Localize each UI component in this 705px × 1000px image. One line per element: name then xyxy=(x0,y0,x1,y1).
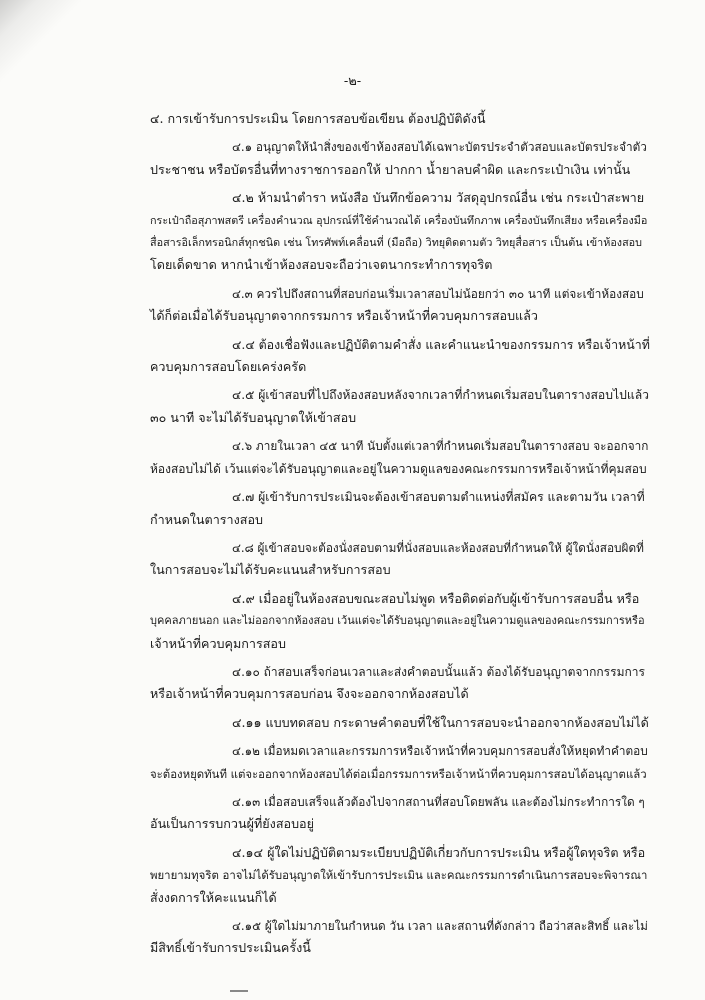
rule-item-first-line: ๔.๘ ผู้เข้าสอบจะต้องนั่งสอบตามที่นั่งสอบและห้องสอบที่กำหนดให้ ผู้ใดนั่งสอบผิดที่ xyxy=(232,540,644,555)
rule-item xyxy=(150,136,650,181)
rule-item-first-line: ๔.๖ ภายในเวลา ๔๕ นาที นับตั้งแต่เวลาที่กำหนดเริ่มสอบในตารางสอบ จะออกจาก xyxy=(232,439,649,454)
rule-item xyxy=(150,334,650,379)
rule-item-first-line: ๔.๔ ต้องเชื่อฟังและปฏิบัติตามคำสั่ง และคำแนะนำของกรรมการ หรือเจ้าหน้าที่ xyxy=(232,336,650,352)
rule-item-first-line: ๔.๒ ห้ามนำตำรา หนังสือ บันทึกข้อความ วัสดุอุปกรณ์อื่น เช่น กระเป๋าสะพาย xyxy=(232,190,645,206)
rule-item-first-line: ๔.๑๑ แบบทดสอบ กระดาษคำตอบที่ใช้ในการสอบจะนำออกจากห้องสอบไม่ได้ xyxy=(232,714,649,730)
rule-item-line: จะต้องหยุดทันที แต่จะออกจากห้องสอบได้ต่อเมื่อกรรมการหรือเจ้าหน้าที่ควบคุมการสอบได้อนุญาตแล้ว xyxy=(150,766,647,781)
rule-item xyxy=(150,435,650,480)
rule-item-line: โดยเด็ดขาด หากนำเข้าห้องสอบจะถือว่าเจตนากระทำการทุจริต xyxy=(150,257,493,273)
rule-item-first-line: ๔.๗ ผู้เข้ารับการประเมินจะต้องเข้าสอบตามตำแหน่งที่สมัคร และตามวัน เวลาที่ xyxy=(232,490,645,505)
document-body xyxy=(150,108,650,966)
rule-item-line: สั่งงดการให้คะแนนก็ได้ xyxy=(150,889,277,905)
rule-item xyxy=(150,842,650,909)
rule-item-first-line: ๔.๑๔ ผู้ใดไม่ปฏิบัติตามระเบียบปฏิบัติเกี่ยวกับการประเมิน หรือผู้ใดทุจริต หรือ xyxy=(232,844,646,860)
rule-item-line: กระเป๋าถือสุภาพสตรี เครื่องคำนวณ อุปกรณ์ที่ใช้คำนวณได้ เครื่องบันทึกภาพ เครื่องบันทึกเสียง หรือเครื่องมือ xyxy=(150,213,648,227)
rule-item-line: มีสิทธิ์เข้ารับการประเมินครั้งนี้ xyxy=(150,940,311,956)
rule-item-line: ในการสอบจะไม่ได้รับคะแนนสำหรับการสอบ xyxy=(150,562,391,578)
rule-item xyxy=(150,384,650,429)
scan-mark xyxy=(230,990,248,992)
rule-item-first-line: ๔.๑๒ เมื่อหมดเวลาและกรรมการหรือเจ้าหน้าที่ควบคุมการสอบสั่งให้หยุดทำคำตอบ xyxy=(232,744,648,759)
rule-item-first-line: ๔.๕ ผู้เข้าสอบที่ไปถึงห้องสอบหลังจากเวลาที่กำหนดเริ่มสอบในตารางสอบไปแล้ว xyxy=(232,388,650,403)
rule-item xyxy=(150,712,650,734)
rule-item-line: เจ้าหน้าที่ควบคุมการสอบ xyxy=(150,635,286,651)
rule-item-line: บุคคลภายนอก และไม่ออกจากห้องสอบ เว้นแต่จะได้รับอนุญาตและอยู่ในความดูแลของคณะกรรมการหรือ xyxy=(150,614,645,628)
rule-item-first-line: ๔.๑๐ ถ้าสอบเสร็จก่อนเวลาและส่งคำตอบนั้นแล้ว ต้องได้รับอนุญาตจากกรรมการ xyxy=(232,664,645,679)
rule-item-line: ควบคุมการสอบโดยเคร่งครัด xyxy=(150,359,307,375)
rule-item xyxy=(150,283,650,328)
rule-item xyxy=(150,661,650,706)
rule-item-line: อันเป็นการรบกวนผู้ที่ยังสอบอยู่ xyxy=(150,816,315,832)
rule-item-first-line: ๔.๓ ควรไปถึงสถานที่สอบก่อนเริ่มเวลาสอบไม่น้อยกว่า ๓๐ นาที แต่จะเข้าห้องสอบ xyxy=(232,286,644,301)
rule-item-line: สื่อสารอิเล็กทรอนิกส์ทุกชนิด เช่น โทรศัพท์เคลื่อนที่ (มือถือ) วิทยุติดตามตัว วิทยุสื่อสาร เป็นต้น เข้าห้องสอบ xyxy=(150,236,643,250)
rule-item xyxy=(150,915,650,960)
rule-item-line: ได้ก็ต่อเมื่อได้รับอนุญาตจากกรรมการ หรือเจ้าหน้าที่ควบคุมการสอบแล้ว xyxy=(150,308,538,324)
rule-item-line: ห้องสอบไม่ได้ เว้นแต่จะได้รับอนุญาตและอยู่ในความดูแลของคณะกรรมการหรือเจ้าหน้าที่คุมสอบ xyxy=(150,461,647,476)
rule-item-line: ประชาชน หรือบัตรอื่นที่ทางราชการออกให้ ปากกา น้ำยาลบคำผิด และกระเป๋าเงิน เท่านั้น xyxy=(150,161,631,177)
rule-item xyxy=(150,486,650,531)
rule-item-first-line: ๔.๑๕ ผู้ใดไม่มาภายในกำหนด วัน เวลา และสถานที่ดังกล่าว ถือว่าสละสิทธิ์ และไม่ xyxy=(232,919,648,933)
rule-item xyxy=(150,588,650,655)
rule-item xyxy=(150,187,650,277)
section-heading: ๔. การเข้ารับการประเมิน โดยการสอบข้อเขียน ต้องปฏิบัติดังนี้ xyxy=(150,111,486,126)
rule-item-line: ๓๐ นาที จะไม่ได้รับอนุญาตให้เข้าสอบ xyxy=(150,409,357,425)
rule-item-first-line: ๔.๑๓ เมื่อสอบเสร็จแล้วต้องไปจากสถานที่สอบโดยพลัน และต้องไม่กระทำการใด ๆ xyxy=(232,794,645,809)
rule-item-first-line: ๔.๙ เมื่ออยู่ในห้องสอบขณะสอบไม่พูด หรือติดต่อกับผู้เข้ารับการสอบอื่น หรือ xyxy=(232,590,640,606)
scan-corner-shadow xyxy=(0,0,90,120)
rule-item-first-line: ๔.๑ อนุญาตให้นำสิ่งของเข้าห้องสอบได้เฉพาะบัตรประจำตัวสอบและบัตรประจำตัว xyxy=(232,140,647,155)
rule-item-line: กำหนดในตารางสอบ xyxy=(150,511,264,527)
rule-item xyxy=(150,791,650,836)
rule-item xyxy=(150,537,650,582)
rule-item xyxy=(150,740,650,785)
rule-item-line: หรือเจ้าหน้าที่ควบคุมการสอบก่อน จึงจะออกจากห้องสอบได้ xyxy=(150,686,469,702)
rule-item-line: พยายามทุจริต อาจไม่ได้รับอนุญาตให้เข้ารับการประเมิน และคณะกรรมการดำเนินการสอบจะพิจารณา xyxy=(150,868,648,883)
page-number: -๒- xyxy=(343,74,362,89)
